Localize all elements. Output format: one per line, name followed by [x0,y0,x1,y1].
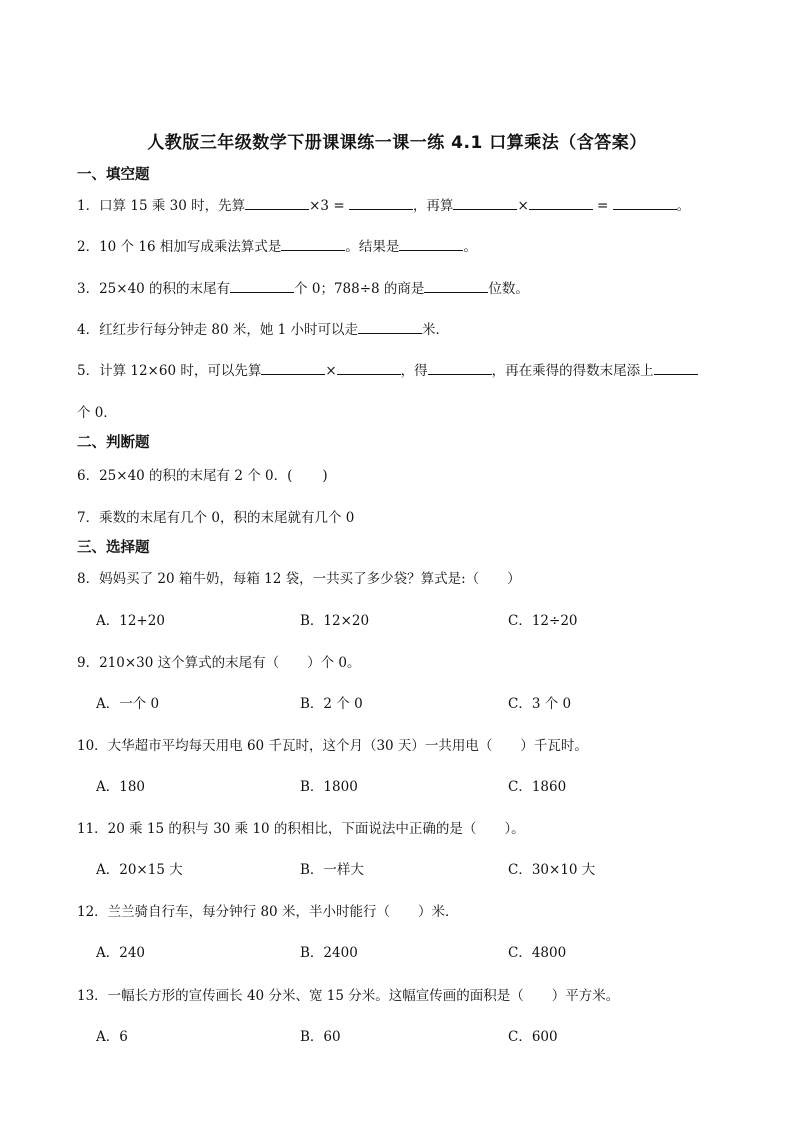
option-a[interactable]: A．12+20 [96,613,165,629]
option-a[interactable]: A．180 [96,779,146,795]
option-c[interactable]: C．30×10 大 [508,862,596,878]
question-text: 4．红红步行每分钟走 80 米，她 1 小时可以走 [77,322,359,338]
option-b[interactable]: B．一样大 [300,862,364,878]
question-text: 个 0；788÷8 的商是 [294,281,425,297]
option-c[interactable]: C．3 个 0 [508,696,572,712]
question-1 [77,194,690,214]
question-text: ）个 0。 [307,655,361,671]
question-text: ）千瓦时。 [520,738,588,754]
question-text: 3．25×40 的积的末尾有 [77,281,231,297]
answer-blank[interactable] [613,195,677,210]
question-text: 。 [463,239,477,255]
option-b[interactable]: B．2400 [300,945,358,961]
answer-blank[interactable] [261,360,325,375]
answer-blank[interactable] [281,236,345,251]
question-2 [77,235,477,255]
question-text: = [597,198,609,214]
section-multiple-choice-heading: 三、选择题 [77,540,150,556]
answer-blank[interactable] [654,360,698,375]
question-text: ，再在乘得的得数末尾添上 [491,363,654,379]
question-text: ) [322,468,328,484]
option-a[interactable]: A．6 [96,1029,128,1045]
option-b[interactable]: B．60 [300,1029,341,1045]
question-text: ）米． [417,904,459,920]
question-text: 12．兰兰骑自行车，每分钟行 80 米，半小时能行（ [77,904,390,920]
question-text: 6．25×40 的积的末尾有 2 个 0．( [77,468,293,484]
option-b[interactable]: B．12×20 [300,613,370,629]
question-10 [77,734,588,754]
option-c[interactable]: C．12÷20 [508,613,578,629]
question-text: 。结果是 [345,239,400,255]
question-text: ，再算 [412,198,454,214]
answer-blank[interactable] [358,319,422,334]
option-c[interactable]: C．600 [508,1029,558,1045]
answer-blank[interactable] [245,195,309,210]
question-text: 5．计算 12×60 时，可以先算 [77,363,262,379]
question-text: ，得 [400,363,428,379]
question-text: 9．210×30 这个算式的末尾有（ [77,655,280,671]
question-12 [77,900,458,920]
question-5 [77,359,698,379]
answer-blank[interactable] [230,278,294,293]
answer-blank[interactable] [337,360,401,375]
section-fill-in-heading: 一、填空题 [77,167,150,183]
question-13 [77,984,619,1004]
question-text: 。 [676,198,691,214]
question-text: × [517,198,529,214]
answer-blank[interactable] [529,195,593,210]
question-4 [77,318,449,338]
question-8 [77,567,521,587]
question-3 [77,277,529,297]
answer-blank[interactable] [399,236,463,251]
answer-blank[interactable] [428,360,492,375]
question-6 [77,464,328,484]
question-text: ×3 = [309,198,345,214]
question-text: 个 0． [77,405,117,421]
question-text: × [325,363,337,379]
question-text: 10．大华超市平均每天用电 60 千瓦时，这个月（30 天）一共用电（ [77,738,493,754]
option-a[interactable]: A．20×15 大 [96,862,183,878]
option-a[interactable]: A．240 [96,945,146,961]
option-c[interactable]: C．1860 [508,779,567,795]
question-text: 位数。 [488,281,529,297]
option-c[interactable]: C．4800 [508,945,567,961]
question-11 [77,817,525,837]
question-text: 13．一幅长方形的宣传画长 40 分米、宽 15 分米。这幅宣传画的面积是（ [77,988,524,1004]
answer-blank[interactable] [424,278,488,293]
option-b[interactable]: B．1800 [300,779,358,795]
question-text: 11．20 乘 15 的积与 30 乘 10 的积相比，下面说法中正确的是（ [77,821,477,837]
question-text: 2．10 个 16 相加写成乘法算式是 [77,239,282,255]
question-text: ）。 [504,821,525,837]
question-text: ）平方米。 [551,988,620,1004]
question-5-continued [77,401,117,421]
option-b[interactable]: B．2 个 0 [300,696,363,712]
question-text: 米． [422,322,450,338]
question-text: 8．妈妈买了 20 箱牛奶，每箱 12 袋，一共买了多少袋？算式是:（ [77,571,480,587]
question-text: ） [507,571,521,587]
section-true-false-heading: 二、判断题 [77,435,150,451]
page-title: 人教版三年级数学下册课课练一课一练 4.1 口算乘法（含答案） [147,133,647,153]
question-text: 7．乘数的末尾有几个 0，积的末尾就有几个 0 [77,510,355,526]
question-text: 1．口算 15 乘 30 时，先算 [77,198,246,214]
question-7 [77,506,354,526]
answer-blank[interactable] [349,195,413,210]
question-9 [77,651,361,671]
answer-blank[interactable] [453,195,517,210]
option-a[interactable]: A．一个 0 [96,696,160,712]
